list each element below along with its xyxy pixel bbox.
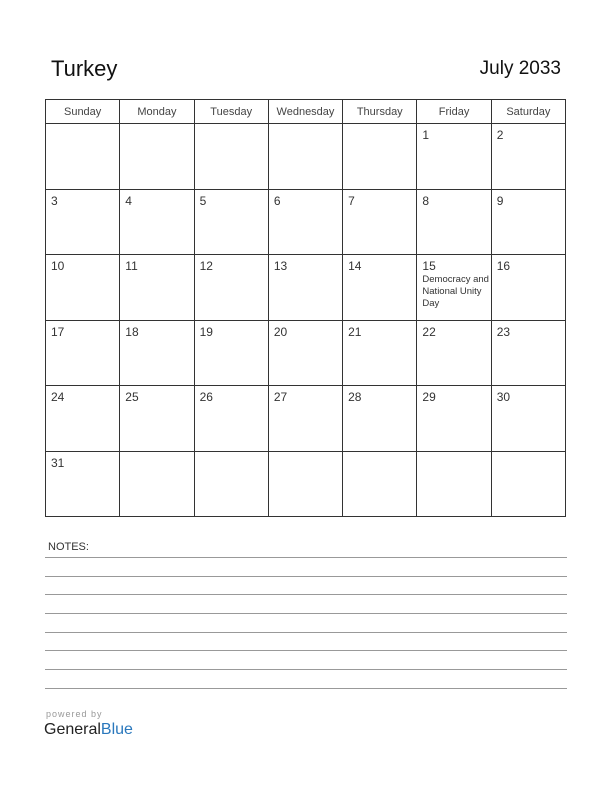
- powered-by-text: powered by: [46, 709, 103, 719]
- day-cell[interactable]: [491, 320, 565, 386]
- day-number: 12: [199, 259, 213, 273]
- day-cell[interactable]: [194, 189, 268, 255]
- day-number: 27: [273, 390, 288, 404]
- notes-label: NOTES:: [48, 541, 89, 553]
- day-cell[interactable]: [268, 189, 342, 255]
- calendar-body: [46, 124, 566, 517]
- note-line: [45, 576, 567, 577]
- day-number: 23: [496, 324, 511, 339]
- brand-name-part1: General: [44, 721, 101, 738]
- day-cell[interactable]: [268, 451, 342, 517]
- day-number: 9: [496, 193, 504, 208]
- weekday-header: Sunday: [46, 100, 120, 124]
- note-line: [45, 632, 567, 633]
- day-number: 28: [348, 390, 362, 404]
- day-number: 15: [422, 259, 436, 273]
- note-line: [45, 650, 567, 651]
- day-cell[interactable]: [46, 451, 120, 517]
- day-number: 29: [422, 390, 436, 404]
- weekday-header: Friday: [417, 100, 491, 124]
- day-cell[interactable]: [268, 386, 342, 452]
- note-line: [45, 594, 567, 595]
- day-number: 8: [422, 193, 430, 208]
- day-cell[interactable]: [343, 451, 417, 517]
- day-cell[interactable]: [120, 320, 194, 386]
- day-cell[interactable]: [46, 255, 120, 321]
- day-cell[interactable]: [46, 386, 120, 452]
- day-cell[interactable]: [343, 255, 417, 321]
- day-cell[interactable]: [417, 255, 491, 321]
- day-number: 2: [496, 128, 504, 142]
- day-number: 16: [496, 259, 511, 273]
- day-cell[interactable]: [46, 320, 120, 386]
- weekday-header: Saturday: [491, 100, 565, 124]
- day-cell[interactable]: [491, 386, 565, 452]
- day-cell[interactable]: [343, 386, 417, 452]
- day-number: 14: [348, 259, 362, 273]
- day-number: 22: [422, 324, 436, 339]
- weekday-header: Tuesday: [194, 100, 268, 124]
- day-cell[interactable]: [491, 451, 565, 517]
- note-line: [45, 557, 567, 558]
- holiday-label: Democracy and National Unity Day: [422, 274, 489, 309]
- calendar-grid: [45, 99, 566, 517]
- day-cell[interactable]: [194, 124, 268, 190]
- day-cell[interactable]: [343, 189, 417, 255]
- day-number: 31: [51, 455, 65, 470]
- day-cell[interactable]: [268, 124, 342, 190]
- day-number: 21: [348, 324, 362, 339]
- month-title: July 2033: [479, 58, 561, 79]
- day-number: 11: [125, 259, 138, 273]
- week-row: [46, 255, 566, 321]
- day-number: 26: [199, 390, 213, 404]
- day-cell[interactable]: [120, 451, 194, 517]
- day-cell[interactable]: [194, 320, 268, 386]
- note-line: [45, 669, 567, 670]
- day-cell[interactable]: [120, 386, 194, 452]
- day-number: 18: [125, 324, 139, 339]
- day-cell[interactable]: [194, 451, 268, 517]
- day-cell[interactable]: [120, 124, 194, 190]
- day-number: 17: [51, 324, 65, 339]
- day-cell[interactable]: [417, 189, 491, 255]
- day-cell[interactable]: [343, 320, 417, 386]
- day-cell[interactable]: [194, 255, 268, 321]
- weekday-header: Monday: [120, 100, 194, 124]
- day-number: 30: [496, 390, 511, 404]
- week-row: [46, 386, 566, 452]
- brand-logo[interactable]: [44, 721, 133, 739]
- day-cell[interactable]: [491, 255, 565, 321]
- day-number: 1: [422, 128, 430, 142]
- day-number: 3: [51, 193, 58, 208]
- week-row: [46, 124, 566, 190]
- day-number: 20: [273, 324, 288, 339]
- day-cell[interactable]: [120, 189, 194, 255]
- brand-name-part2: Blue: [100, 721, 133, 738]
- day-cell[interactable]: [120, 255, 194, 321]
- day-cell[interactable]: [46, 124, 120, 190]
- week-row: [46, 320, 566, 386]
- day-cell[interactable]: [268, 320, 342, 386]
- day-cell[interactable]: [343, 124, 417, 190]
- day-number: 5: [199, 193, 207, 208]
- day-cell[interactable]: [491, 124, 565, 190]
- day-cell[interactable]: [417, 386, 491, 452]
- weekday-header: Wednesday: [268, 100, 342, 124]
- day-cell[interactable]: [46, 189, 120, 255]
- day-number: 13: [273, 259, 288, 273]
- day-cell[interactable]: [417, 124, 491, 190]
- week-row: [46, 451, 566, 517]
- country-title: Turkey: [51, 56, 118, 81]
- note-line: [45, 688, 567, 689]
- day-cell[interactable]: [194, 386, 268, 452]
- day-number: 6: [273, 193, 281, 208]
- day-cell[interactable]: [417, 320, 491, 386]
- weekday-header: Thursday: [343, 100, 417, 124]
- day-number: 25: [125, 390, 139, 404]
- day-cell[interactable]: [268, 255, 342, 321]
- day-number: 10: [51, 259, 65, 273]
- day-number: 24: [51, 390, 65, 404]
- note-line: [45, 613, 567, 614]
- day-cell[interactable]: [491, 189, 565, 255]
- day-cell[interactable]: [417, 451, 491, 517]
- day-number: 7: [348, 193, 355, 208]
- day-number: 4: [125, 193, 132, 208]
- weekday-header-row: [46, 100, 566, 124]
- week-row: [46, 189, 566, 255]
- day-number: 19: [199, 324, 213, 339]
